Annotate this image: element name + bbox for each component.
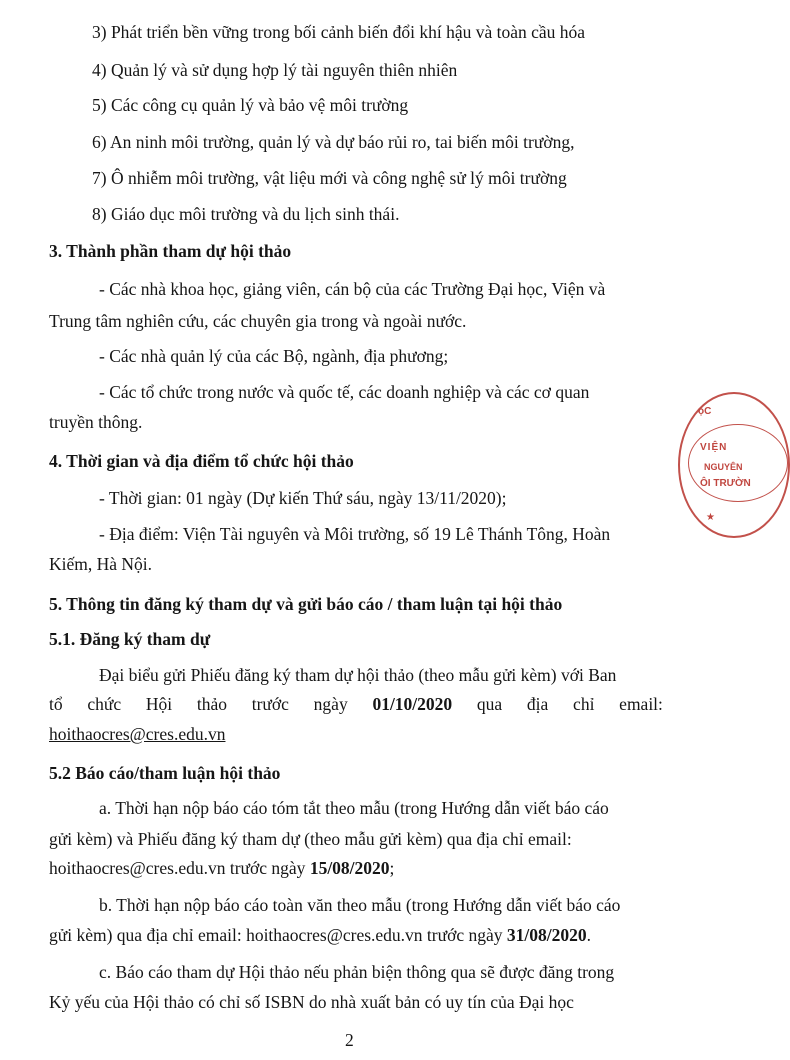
text-run: gửi kèm) qua địa chỉ email: hoithaocres@cres.edu.vn trước ngày: [49, 925, 507, 945]
seal-text: ọC: [698, 406, 712, 417]
list-item: 5) Các công cụ quản lý và bảo vệ môi trường: [92, 95, 409, 115]
paragraph-line: - Các nhà khoa học, giảng viên, cán bộ của các Trường Đại học, Viện và: [99, 279, 606, 299]
section-4-heading: 4. Thời gian và địa điểm tổ chức hội thảo: [49, 451, 354, 471]
justified-line: [49, 693, 663, 715]
word: trước: [251, 694, 289, 714]
paragraph-line: - Các tổ chức trong nước và quốc tế, các doanh nghiệp và các cơ quan: [99, 382, 590, 402]
paragraph-line: Kiếm, Hà Nội.: [49, 554, 153, 574]
seal-text: NGUYÊN: [704, 462, 743, 472]
word: chỉ: [573, 694, 595, 714]
paragraph-line: - Các nhà quản lý của các Bộ, ngành, địa phương;: [99, 346, 449, 366]
seal-text: ÔI TRƯỜN: [700, 478, 751, 489]
list-item: 7) Ô nhiễm môi trường, vật liệu mới và công nghệ sử lý môi trường: [92, 168, 567, 188]
word: Hội: [145, 694, 173, 714]
paragraph-line: truyền thông.: [49, 412, 143, 432]
paragraph-line: [49, 857, 394, 879]
paragraph-line: - Thời gian: 01 ngày (Dự kiến Thứ sáu, ngày 13/11/2020);: [99, 488, 507, 508]
subsection-5-1-heading: 5.1. Đăng ký tham dự: [49, 629, 211, 649]
list-item: 6) An ninh môi trường, quản lý và dự báo rủi ro, tai biến môi trường,: [92, 132, 575, 152]
text-run: hoithaocres@cres.edu.vn trước ngày: [49, 858, 310, 878]
paragraph-line: [49, 924, 591, 946]
abstract-deadline: 15/08/2020: [309, 858, 390, 878]
subsection-5-2-heading: 5.2 Báo cáo/tham luận hội thảo: [49, 763, 281, 783]
registration-deadline: 01/10/2020: [372, 694, 453, 714]
star-icon: ★: [706, 512, 715, 523]
word: ngày: [313, 694, 348, 714]
page-number: 2: [345, 1030, 354, 1050]
word: email:: [619, 694, 663, 714]
paragraph-line: Đại biểu gửi Phiếu đăng ký tham dự hội thảo (theo mẫu gửi kèm) với Ban: [99, 665, 617, 685]
word: tổ: [49, 694, 63, 714]
word: địa: [526, 694, 549, 714]
paragraph-line: c. Báo cáo tham dự Hội thảo nếu phản biện thông qua sẽ được đăng trong: [99, 962, 615, 982]
word: thảo: [196, 694, 227, 714]
list-item: 3) Phát triển bền vững trong bối cảnh biến đổi khí hậu và toàn cầu hóa: [92, 22, 586, 42]
red-seal-stamp: [678, 392, 790, 538]
word: chức: [87, 694, 122, 714]
paragraph-line: b. Thời hạn nộp báo cáo toàn văn theo mẫu (trong Hướng dẫn viết báo cáo: [99, 895, 621, 915]
section-5-heading: 5. Thông tin đăng ký tham dự và gửi báo cáo / tham luận tại hội thảo: [49, 594, 563, 614]
paragraph-line: - Địa điểm: Viện Tài nguyên và Môi trường, số 19 Lê Thánh Tông, Hoàn: [99, 524, 611, 544]
text-run: .: [586, 925, 591, 945]
section-3-heading: 3. Thành phần tham dự hội thảo: [49, 241, 292, 261]
fullpaper-deadline: 31/08/2020: [506, 925, 587, 945]
list-item: 8) Giáo dục môi trường và du lịch sinh thái.: [92, 204, 400, 224]
word: qua: [476, 694, 503, 714]
paragraph-line: gửi kèm) và Phiếu đăng ký tham dự (theo mẫu gửi kèm) qua địa chỉ email:: [49, 829, 572, 849]
paragraph-line: Kỷ yếu của Hội thảo có chỉ số ISBN do nhà xuất bản có uy tín của Đại học: [49, 992, 574, 1012]
paragraph-line: a. Thời hạn nộp báo cáo tóm tắt theo mẫu (trong Hướng dẫn viết báo cáo: [99, 798, 609, 818]
paragraph-line: Trung tâm nghiên cứu, các chuyên gia trong và ngoài nước.: [49, 311, 467, 331]
seal-text: VIỆN: [700, 442, 728, 453]
list-item: 4) Quản lý và sử dụng hợp lý tài nguyên thiên nhiên: [92, 60, 458, 80]
text-run: ;: [389, 858, 395, 878]
email-link[interactable]: hoithaocres@cres.edu.vn: [49, 724, 226, 744]
